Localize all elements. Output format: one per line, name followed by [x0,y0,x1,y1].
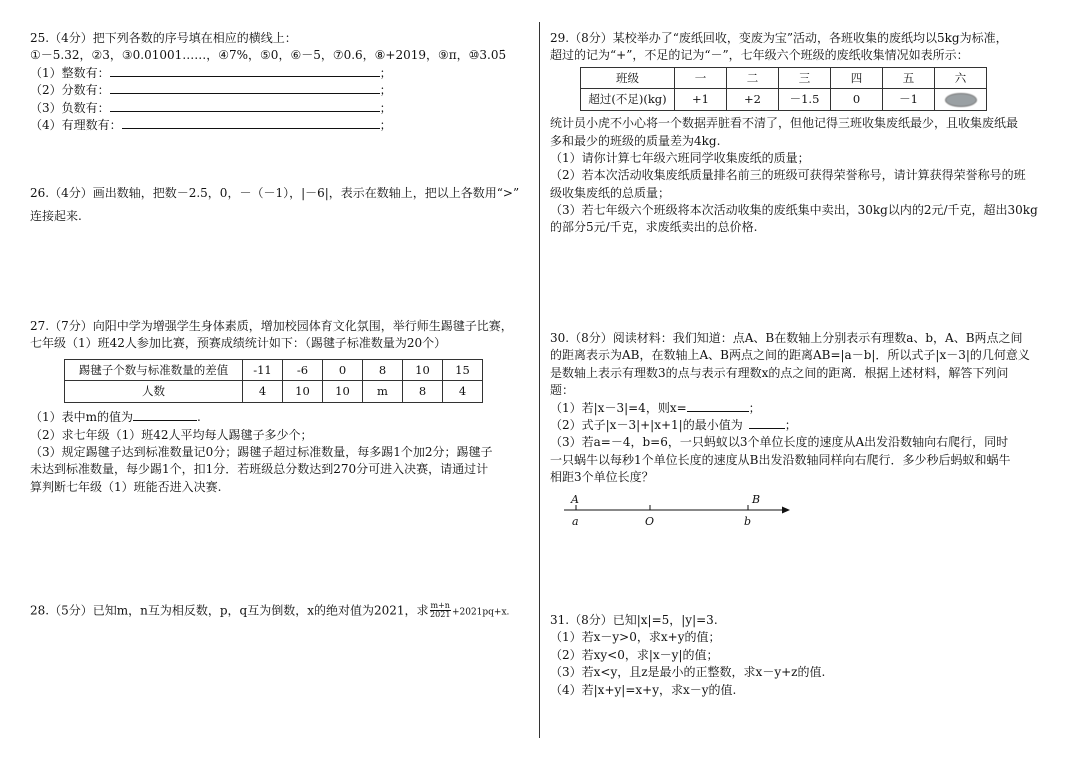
q30-line-2: 的距离表示为AB，在数轴上A、B两点之间的距离AB=|a－b|．所以式子|x－3|的几何意义 [550,348,1030,363]
q25-stem: 25.（4分）把下列各数的序号填在相应的横线上： [30,31,297,45]
table-cell: +2 [727,89,779,111]
table-cell: 8 [363,359,403,381]
q27-part-1: （1）表中m的值为 . [30,410,201,425]
table-cell: 10 [403,359,443,381]
table-cell: 四 [831,67,883,89]
table-cell: -6 [283,359,323,381]
answer-blank[interactable] [122,117,380,129]
q29-intro-line-1: 统计员小虎不小心将一个数据弄脏看不清了，但他记得三班收集废纸最少，且收集废纸最 [550,116,1019,131]
table-cell: －1.5 [779,89,831,111]
table-cell: 8 [403,381,443,403]
q26-line-2: 连接起来. [30,209,82,224]
q30-line-1: 30.（8分）阅读材料：我们知道：点A、B在数轴上分别表示有理数a、b，A、B两点之间 [550,331,1023,345]
question-28 [30,602,530,620]
table-cell: 0 [323,359,363,381]
q31-part-1: （1）若x－y>0，求x+y的值； [550,630,721,645]
question-30 [550,330,1060,533]
number-line [550,493,810,533]
q25-item-1: （1）整数有： ； [30,65,392,80]
origin-label-O: O [645,514,655,528]
answer-blank[interactable] [133,409,197,421]
q29-line-2: 超过的记为“+”，不足的记为“－”，七年级六个班级的废纸收集情况如表所示： [550,48,969,63]
q29-part-3-line-2: 的部分5元/千克，求废纸卖出的总价格. [550,220,758,235]
q25-item-3: （3）负数有： ； [30,100,392,115]
question-27 [30,318,530,496]
answer-blank[interactable] [110,82,380,94]
question-31 [550,612,1060,699]
question-26 [30,185,530,226]
q30-part-3-line-1: （3）若a=－4，b=6，一只蚂蚁以3个单位长度的速度从A出发沿数轴向右爬行，同时 [550,435,1009,450]
table-header-cell: 踢毽子个数与标准数量的差值 [65,359,243,381]
column-divider [539,22,540,738]
q29-part-2-line-1: （2）若本次活动收集废纸质量排名前三的班级可获得荣誉称号，请计算获得荣誉称号的班 [550,168,1026,183]
q27-line-2: 七年级（1）班42人参加比赛，预赛成绩统计如下：（踢毽子标准数量为20个） [30,336,447,351]
table-header-cell: 班级 [581,67,675,89]
table-cell: m [363,381,403,403]
table-row [581,67,987,89]
table-cell: -11 [243,359,283,381]
q29-part-1: （1）请你计算七年级六班同学收集废纸的质量； [550,150,810,165]
q27-part-3-line-3: 算判断七年级（1）班能否进入决赛. [30,479,222,494]
q26-line-1: 26.（4分）画出数轴，把数－2.5，0，－（－1），|－6|，表示在数轴上，把以上各数用“>” [30,186,520,200]
table-cell: 0 [831,89,883,111]
fraction: $\frac{m+n}{2021}$ [430,601,451,620]
q30-part-2: （2）式子|x－3|+|x+1|的最小值为 ； [550,417,797,432]
q31-part-2: （2）若xy<0，求|x－y|的值； [550,647,719,662]
q25-item-2: （2）分数有： ； [30,83,392,98]
q27-line-1: 27.（7分）向阳中学为增强学生身体素质，增加校园体育文化氛围，举行师生踢毽子比赛， [30,319,513,333]
q29-line-1: 29.（8分）某校举办了“废纸回收，变废为宝”活动，各班收集的废纸均以5kg为标准， [550,31,1008,45]
q29-intro-line-2: 多和最少的班级的质量差为4kg. [550,133,721,148]
point-label-B: B [752,492,761,506]
q28-text: 28.（5分）已知m，n互为相反数，p，q互为倒数，x的绝对值为2021，求 $\frac{m+n}{2021}$ +2021pq+x. [30,601,510,620]
table-cell: 一 [675,67,727,89]
question-29 [550,30,1060,237]
point-label-A: A [571,492,579,506]
table-row [65,381,483,403]
q30-line-4: 题： [550,383,575,398]
table-row [65,359,483,381]
value-label-b: b [744,514,752,528]
repeating-decimal-dots: 5̇ [498,48,507,63]
answer-blank[interactable] [110,100,380,112]
waste-paper-table [580,67,987,111]
table-cell: 二 [727,67,779,89]
q31-line-1: 31.（8分）已知|x|=5，|y|=3. [550,613,718,627]
q31-part-3: （3）若x<y，且z是最小的正整数，求x－y+z的值. [550,665,826,680]
q25-item-4: （4）有理数有： ； [30,117,392,132]
right-column [550,0,1060,760]
table-cell: 三 [779,67,831,89]
q25-numbers: ①－5.32，②3，③0.01001……，④7%，⑤0，⑥－5，⑦0.6，⑧+2019，⑨π，⑩3.05̇ [30,48,507,63]
table-row [581,89,987,111]
q30-part-3-line-2: 一只蜗牛以每秒1个单位长度的速度从B出发沿数轴同样向右爬行．多少秒后蚂蚁和蜗牛 [550,452,1011,467]
q27-part-3-line-1: （3）规定踢毽子达到标准数量记0分；踢毽子超过标准数量，每多踢1个加2分；踢毽子 [30,444,493,459]
q27-part-2: （2）求七年级（1）班42人平均每人踢毽子多少个； [30,427,313,442]
ink-smudge-icon [945,93,977,107]
table-cell: 4 [443,381,483,403]
q30-line-3: 是数轴上表示有理数3的点与表示有理数x的点之间的距离．根据上述材料，解答下列问 [550,365,1009,380]
table-cell: 10 [283,381,323,403]
table-header-cell: 人数 [65,381,243,403]
table-cell: +1 [675,89,727,111]
answer-blank[interactable] [110,65,380,77]
q29-part-2-line-2: 级收集废纸的总质量； [550,185,671,200]
table-cell: －1 [883,89,935,111]
smudged-cell [935,89,987,111]
q30-part-1: （1）若|x－3|=4，则x= ； [550,400,761,415]
value-label-a: a [572,514,579,528]
kick-score-table [64,359,483,403]
table-cell: 4 [243,381,283,403]
q31-part-4: （4）若|x+y|=x+y，求x－y的值. [550,682,737,697]
answer-blank[interactable] [749,417,785,429]
table-cell: 15 [443,359,483,381]
table-cell: 五 [883,67,935,89]
table-header-cell: 超过(不足)(kg) [581,89,675,111]
q29-part-3-line-1: （3）若七年级六个班级将本次活动收集的废纸集中卖出，30kg以内的2元/千克，超出30kg [550,203,1038,218]
table-cell: 10 [323,381,363,403]
q30-part-3-line-3: 相距3个单位长度？ [550,470,654,485]
left-column [30,0,530,760]
table-cell: 六 [935,67,987,89]
question-25 [30,30,530,134]
q27-part-3-line-2: 未达到标准数量，每少踢1个，扣1分．若班级总分数达到270分可进入决赛，请通过计 [30,462,489,477]
number-line-figure [550,493,810,533]
answer-blank[interactable] [687,400,749,412]
axis-arrow-icon [782,506,790,513]
